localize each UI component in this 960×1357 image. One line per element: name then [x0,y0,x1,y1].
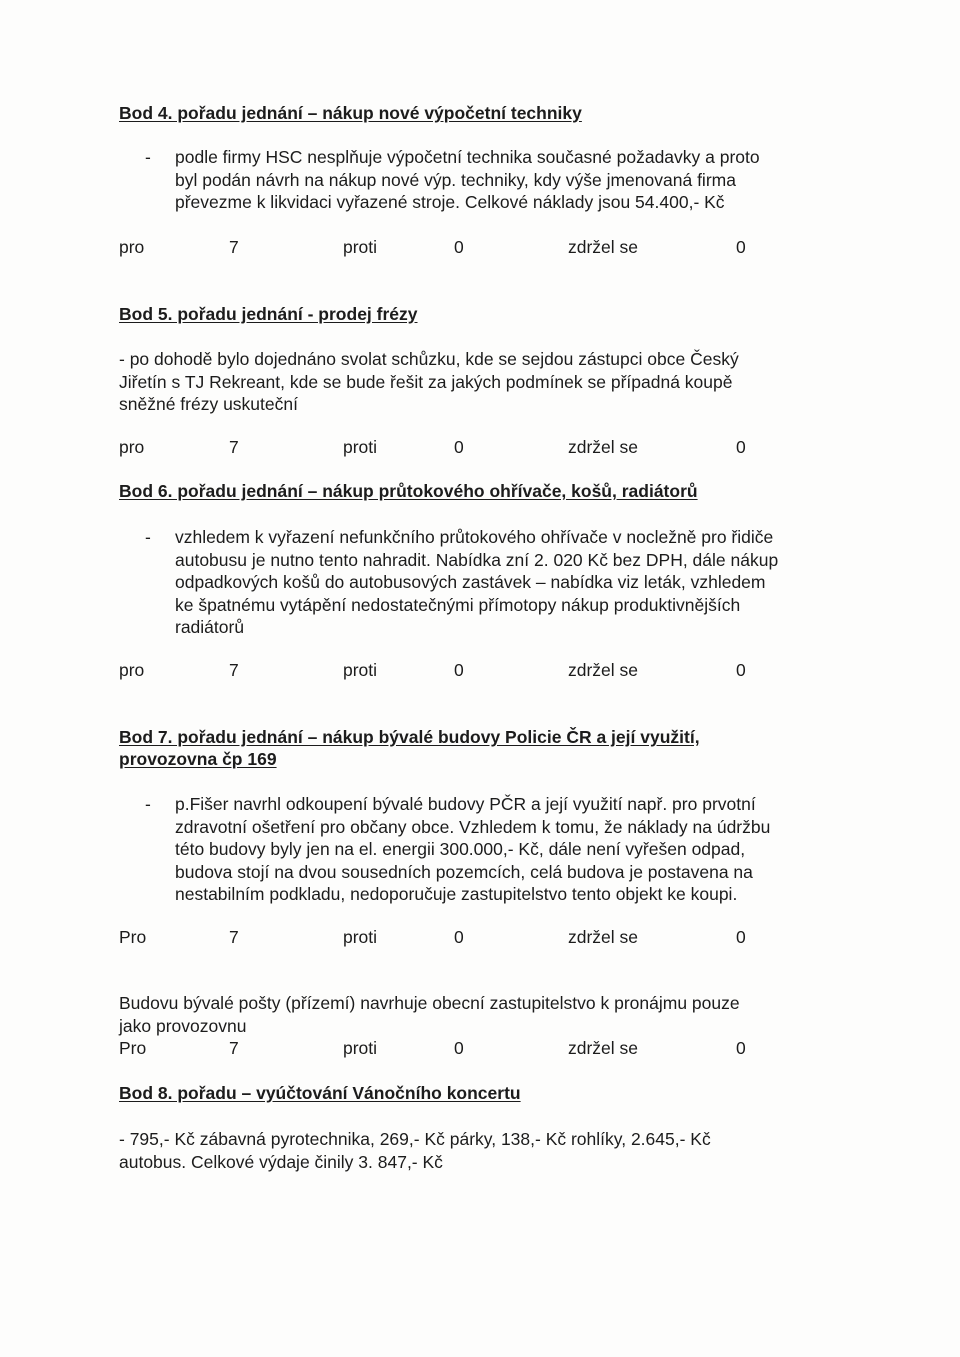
section-5-text [119,348,739,416]
text-line: autobusu je nutno tento nahradit. Nabídka zní 2. 020 Kč bez DPH, dále nákup [175,549,779,570]
list-dash: - [145,794,151,814]
vote-zdrzel-label: zdržel se [568,660,639,680]
vote-row-bod-7 [119,925,759,949]
vote-zdrzel-count: 0 [736,1038,746,1058]
section-heading-bod-8: Bod 8. pořadu – vyúčtování Vánočního koncertu [119,1083,521,1103]
section-8-text [119,1128,711,1173]
text-line: autobus. Celkové výdaje činily 3. 847,- Kč [119,1151,443,1172]
vote-row-bod-7-posta [119,1036,759,1060]
text-line: jako provozovnu [119,1015,247,1036]
text-line: Budovu bývalé pošty (přízemí) navrhuje obecní zastupitelstvo k pronájmu pouze [119,993,740,1013]
text-line: budova stojí na dvou sousedních pozemcích, celá budova je postavena na [175,861,753,882]
vote-proti-count: 0 [454,660,464,680]
vote-zdrzel-label: zdržel se [568,437,639,457]
vote-pro-count: 7 [229,437,239,457]
vote-pro-count: 7 [229,660,239,680]
vote-pro-count: 7 [229,927,239,947]
section-heading-bod-4: Bod 4. pořadu jednání – nákup nové výpočetní techniky [119,103,582,123]
text-line: zdravotní ošetření pro občany obce. Vzhledem k tomu, že náklady na údržbu [175,816,771,837]
text-line: této budovy byly jen na el. energii 300.000,- Kč, dále není vyřešen odpad, [175,839,746,859]
text-line: převezme k likvidaci vyřazené stroje. Celkové náklady jsou 54.400,- Kč [175,192,725,212]
vote-pro-label: Pro [119,927,147,947]
vote-row-bod-4 [119,235,759,259]
vote-zdrzel-count: 0 [736,927,746,947]
list-dash: - [145,527,151,547]
section-7-text [175,793,770,906]
section-heading-bod-5: Bod 5. pořadu jednání - prodej frézy [119,304,418,324]
text-line: - 795,- Kč zábavná pyrotechnika, 269,- Kč párky, 138,- Kč rohlíky, 2.645,- Kč [119,1129,711,1149]
vote-pro-label: pro [119,437,145,457]
text-line: podle firmy HSC nesplňuje výpočetní technika současné požadavky a proto [175,147,760,167]
vote-proti-label: proti [343,437,378,457]
vote-zdrzel-count: 0 [736,660,746,680]
section-heading-bod-7-line-2: provozovna čp 169 [119,749,277,769]
vote-pro-count: 7 [229,1038,239,1058]
vote-pro-label: Pro [119,1038,147,1058]
text-line: radiátorů [175,617,245,637]
text-line: p.Fišer navrhl odkoupení bývalé budovy PČR a její využití např. pro prvotní [175,794,756,814]
vote-row-bod-6 [119,658,759,682]
text-line: vzhledem k vyřazení nefunkčního průtokového ohřívače v nocležně pro řidiče [175,527,774,547]
vote-proti-count: 0 [454,1038,464,1058]
section-heading-bod-6: Bod 6. pořadu jednání – nákup průtokového ohřívače, košů, radiátorů [119,481,698,501]
vote-row-bod-5 [119,435,759,459]
text-line: ke špatnému vytápění nedostatečnými přímotopy nákup produktivnějších [175,594,741,615]
vote-zdrzel-label: zdržel se [568,927,639,947]
vote-zdrzel-count: 0 [736,237,746,257]
list-dash: - [145,147,151,167]
vote-pro-label: pro [119,660,145,680]
section-heading-bod-7: Bod 7. pořadu jednání – nákup bývalé budovy Policie ČR a její využití, [119,727,700,747]
vote-proti-count: 0 [454,927,464,947]
vote-proti-label: proti [343,660,378,680]
section-7-extra-text [119,992,740,1037]
text-line: Jiřetín s TJ Rekreant, kde se bude řešit za jakých podmínek se případná koupě [119,371,733,392]
text-line: sněžné frézy uskuteční [119,394,298,414]
vote-zdrzel-label: zdržel se [568,237,639,257]
text-line: byl podán návrh na nákup nové výp. techniky, kdy výše jmenovaná firma [175,169,736,190]
vote-proti-label: proti [343,237,378,257]
text-line: - po dohodě bylo dojednáno svolat schůzku, kde se sejdou zástupci obce Český [119,349,739,369]
vote-proti-count: 0 [454,237,464,257]
vote-pro-label: pro [119,237,145,257]
vote-proti-label: proti [343,1038,378,1058]
section-6-text [175,526,778,639]
vote-zdrzel-label: zdržel se [568,1038,639,1058]
text-line: nestabilním podkladu, nedoporučuje zastupitelstvo tento objekt ke koupi. [175,884,738,904]
vote-zdrzel-count: 0 [736,437,746,457]
vote-proti-label: proti [343,927,378,947]
section-4-text [175,146,760,214]
text-line: odpadkových košů do autobusových zastávek – nabídka viz leták, vzhledem [175,572,766,592]
vote-pro-count: 7 [229,237,239,257]
vote-proti-count: 0 [454,437,464,457]
